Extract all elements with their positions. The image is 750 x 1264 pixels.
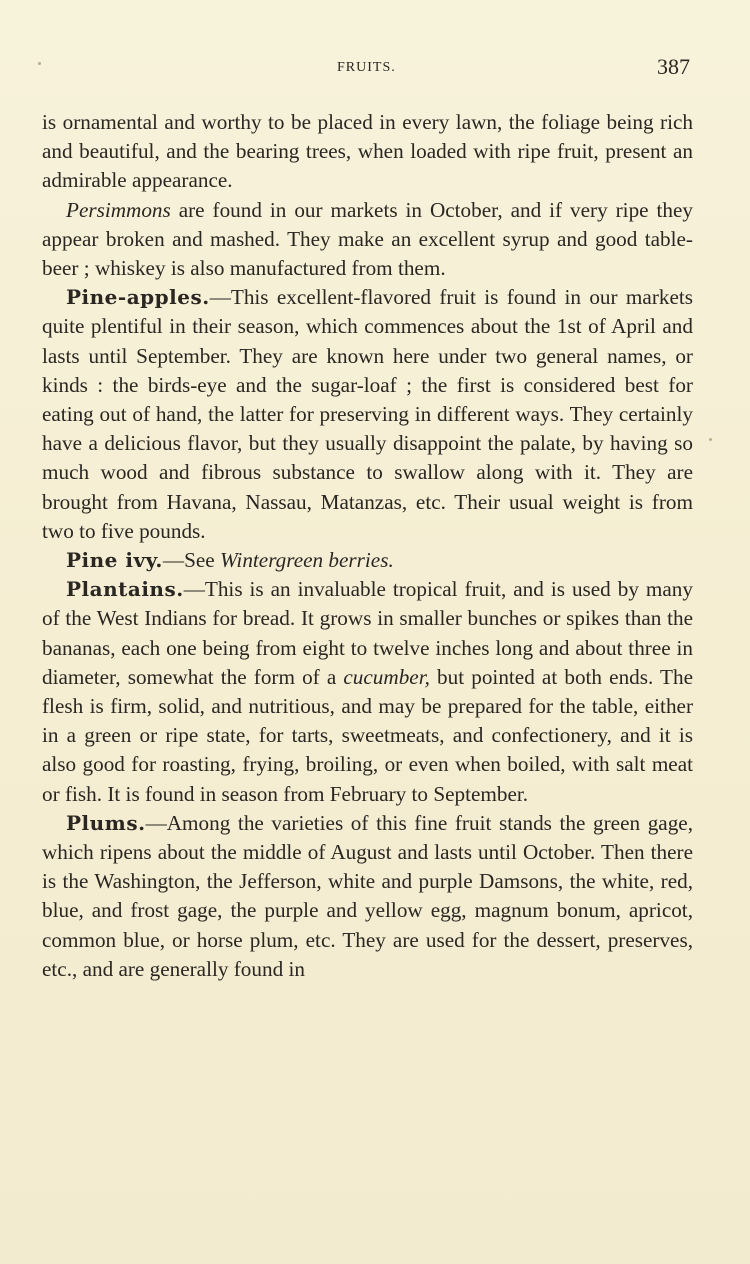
page-header [0, 56, 750, 82]
paragraph-persimmons [42, 196, 693, 284]
entry-text: —This is an invaluable tropical fruit, and is used by many of the West Indians for bread. It grows in smaller bunches or spikes than the bananas, each one being from eight to twelve inches long and about three in diameter, somewhat the form of a [42, 577, 693, 689]
entry-pineapples [42, 283, 693, 546]
entry-heading: Pine-apples. [66, 285, 210, 310]
page-body [42, 108, 693, 984]
persimmons-term: Persimmons [66, 197, 171, 222]
entry-plums [42, 809, 693, 984]
paragraph-text: is ornamental and worthy to be placed in every lawn, the foliage being rich and beautiful, and the bearing trees, when loaded with ripe fruit, present an admirable appearance. [42, 110, 693, 193]
entry-heading: Pine ivy. [66, 548, 163, 573]
entry-heading: Plums. [66, 810, 146, 835]
paper-speck [709, 438, 712, 441]
paragraph-continuation [42, 108, 693, 196]
entry-heading: Plantains. [66, 577, 184, 602]
entry-text: —See [162, 548, 220, 573]
entry-text-continued: but pointed at both ends. The flesh is firm, solid, and nutritious, and may be prepared for the table, either in a green or ripe state, for tarts, sweetmeats, and confectionery, and it is also good for roasting, frying, broiling, or even when boiled, with salt meat or fish. It is found in season from February to September. [42, 664, 693, 806]
entry-text: —Among the varieties of this fine fruit stands the green gage, which ripens about the middle of August and lasts until October. Then there is the Washington, the Jefferson, white and purple Damsons, the white, red, blue, and frost gage, the purple and yellow egg, magnum bonum, apricot, common blue, or horse plum, etc. They are used for the dessert, preserves, etc., and are generally found in [42, 810, 693, 981]
cross-reference: Wintergreen berries. [219, 548, 394, 573]
entry-pine-ivy [42, 546, 693, 575]
running-head: FRUITS. [337, 60, 396, 75]
entry-text: —This excellent-flavored fruit is found in our markets quite plentiful in their season, which commences about the 1st of April and lasts until September. They are known here under two general names, or kinds : the birds-eye and the sugar-loaf ; the first is considered best for eating out of hand, the latter for preserving in different ways. They certainly have a delicious flavor, but they usually disappoint the palate, by having so much wood and fibrous substance to swallow along with it. They are brought from Havana, Nassau, Matanzas, etc. Their usual weight is from two to five pounds. [42, 285, 693, 543]
paragraph-text: are found in our markets in October, and if very ripe they appear broken and mashed. They make an excellent syrup and good table-beer ; whiskey is also manufactured from them. [42, 197, 693, 281]
entry-plantains [42, 575, 693, 809]
cucumber-term: cucumber, [343, 664, 430, 689]
page-number: 387 [657, 54, 690, 79]
